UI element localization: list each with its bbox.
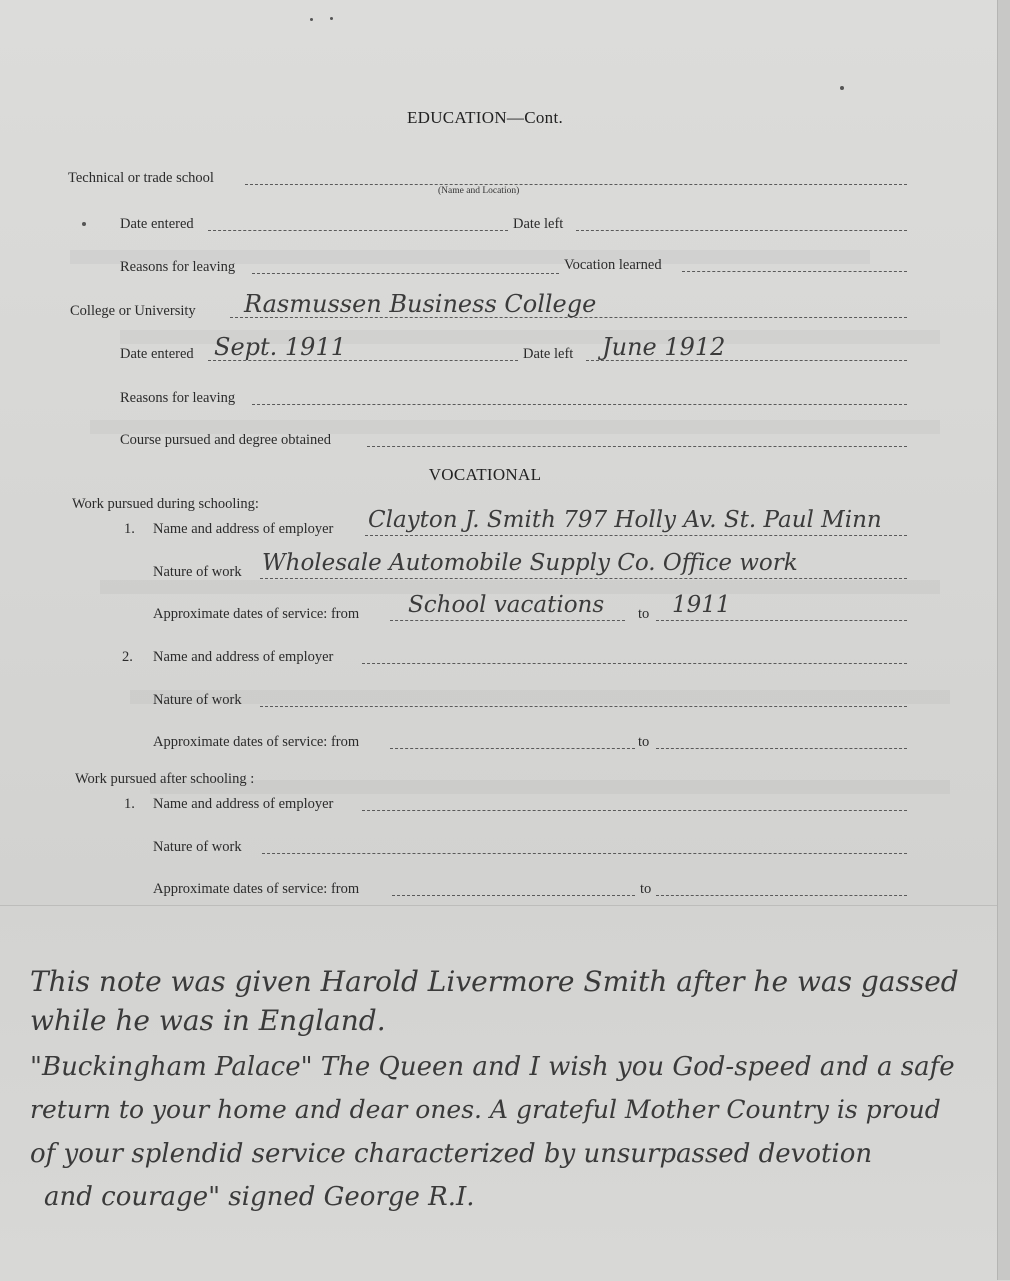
college-course-line bbox=[367, 446, 907, 447]
during-2-from-line bbox=[390, 748, 635, 749]
section-title: EDUCATION—Cont. bbox=[406, 108, 564, 127]
bullet-dot bbox=[82, 222, 86, 226]
page-edge bbox=[997, 0, 1010, 1280]
handwritten-note-paper bbox=[0, 905, 1010, 1281]
college-date-entered-label: Date entered bbox=[120, 346, 194, 362]
during-1-nature-line bbox=[260, 578, 907, 579]
college-date-left-value: June 1912 bbox=[602, 333, 726, 361]
name-location-hint: (Name and Location) bbox=[438, 186, 520, 196]
during-2-employer-line bbox=[362, 663, 907, 664]
during-1-employer-label: Name and address of employer bbox=[153, 521, 334, 537]
technical-school-line bbox=[245, 184, 907, 185]
after-1-from-line bbox=[392, 895, 635, 896]
during-1-to-label: to bbox=[638, 606, 650, 622]
during-2-nature-line bbox=[260, 706, 907, 707]
note-line-6: and courage" signed George R.I. bbox=[44, 1182, 475, 1212]
after-1-to-label: to bbox=[640, 881, 652, 897]
tech-reasons-label: Reasons for leaving bbox=[120, 259, 236, 275]
during-2-to-label: to bbox=[638, 734, 650, 750]
tech-date-entered-line bbox=[208, 230, 508, 231]
college-date-entered-value: Sept. 1911 bbox=[214, 333, 346, 361]
tech-reasons-line bbox=[252, 273, 559, 274]
college-value: Rasmussen Business College bbox=[244, 290, 597, 318]
after-schooling-label: Work pursued after schooling : bbox=[75, 771, 255, 787]
college-reasons-label: Reasons for leaving bbox=[120, 390, 236, 406]
during-1-to-value: 1911 bbox=[672, 592, 731, 618]
note-line-2: while he was in England. bbox=[30, 1004, 386, 1037]
college-course-label: Course pursued and degree obtained bbox=[120, 432, 331, 448]
vocational-title: VOCATIONAL bbox=[428, 465, 542, 484]
during-2-num: 2. bbox=[122, 649, 133, 665]
after-1-to-line bbox=[656, 895, 907, 896]
during-2-nature-label: Nature of work bbox=[153, 692, 242, 708]
during-schooling-label: Work pursued during schooling: bbox=[72, 496, 259, 512]
tech-vocation-label: Vocation learned bbox=[564, 257, 662, 273]
after-1-nature-line bbox=[262, 853, 907, 854]
technical-school-label: Technical or trade school bbox=[68, 170, 214, 186]
college-reasons-line bbox=[252, 404, 907, 405]
during-1-employer-value: Clayton J. Smith 797 Holly Av. St. Paul Minn bbox=[368, 507, 882, 533]
note-line-1: This note was given Harold Livermore Smith after he was gassed bbox=[30, 965, 959, 998]
during-1-dates-label: Approximate dates of service: from bbox=[153, 606, 360, 622]
after-1-employer-label: Name and address of employer bbox=[153, 796, 334, 812]
during-1-to-line bbox=[656, 620, 907, 621]
after-1-employer-line bbox=[362, 810, 907, 811]
after-1-nature-label: Nature of work bbox=[153, 839, 242, 855]
note-line-3: "Buckingham Palace" The Queen and I wish you God-speed and a safe bbox=[30, 1052, 955, 1082]
during-2-employer-label: Name and address of employer bbox=[153, 649, 334, 665]
college-label: College or University bbox=[70, 303, 196, 319]
after-1-num: 1. bbox=[124, 796, 135, 812]
during-2-dates-label: Approximate dates of service: from bbox=[153, 734, 360, 750]
tech-date-left-label: Date left bbox=[513, 216, 564, 232]
college-date-left-label: Date left bbox=[523, 346, 574, 362]
during-2-to-line bbox=[656, 748, 907, 749]
dust-speck bbox=[840, 86, 844, 90]
dust-speck bbox=[330, 17, 333, 20]
dust-speck bbox=[310, 18, 313, 21]
tech-vocation-line bbox=[682, 271, 907, 272]
during-1-num: 1. bbox=[124, 521, 135, 537]
after-1-dates-label: Approximate dates of service: from bbox=[153, 881, 360, 897]
during-1-from-value: School vacations bbox=[408, 592, 605, 618]
during-1-from-line bbox=[390, 620, 625, 621]
during-1-employer-line bbox=[365, 535, 907, 536]
during-1-nature-value: Wholesale Automobile Supply Co. Office work bbox=[262, 550, 798, 576]
tech-date-left-line bbox=[576, 230, 907, 231]
during-1-nature-label: Nature of work bbox=[153, 564, 242, 580]
tech-date-entered-label: Date entered bbox=[120, 216, 194, 232]
note-line-5: of your splendid service characterized by unsurpassed devotion bbox=[30, 1139, 873, 1169]
note-line-4: return to your home and dear ones. A grateful Mother Country is proud bbox=[30, 1095, 941, 1124]
